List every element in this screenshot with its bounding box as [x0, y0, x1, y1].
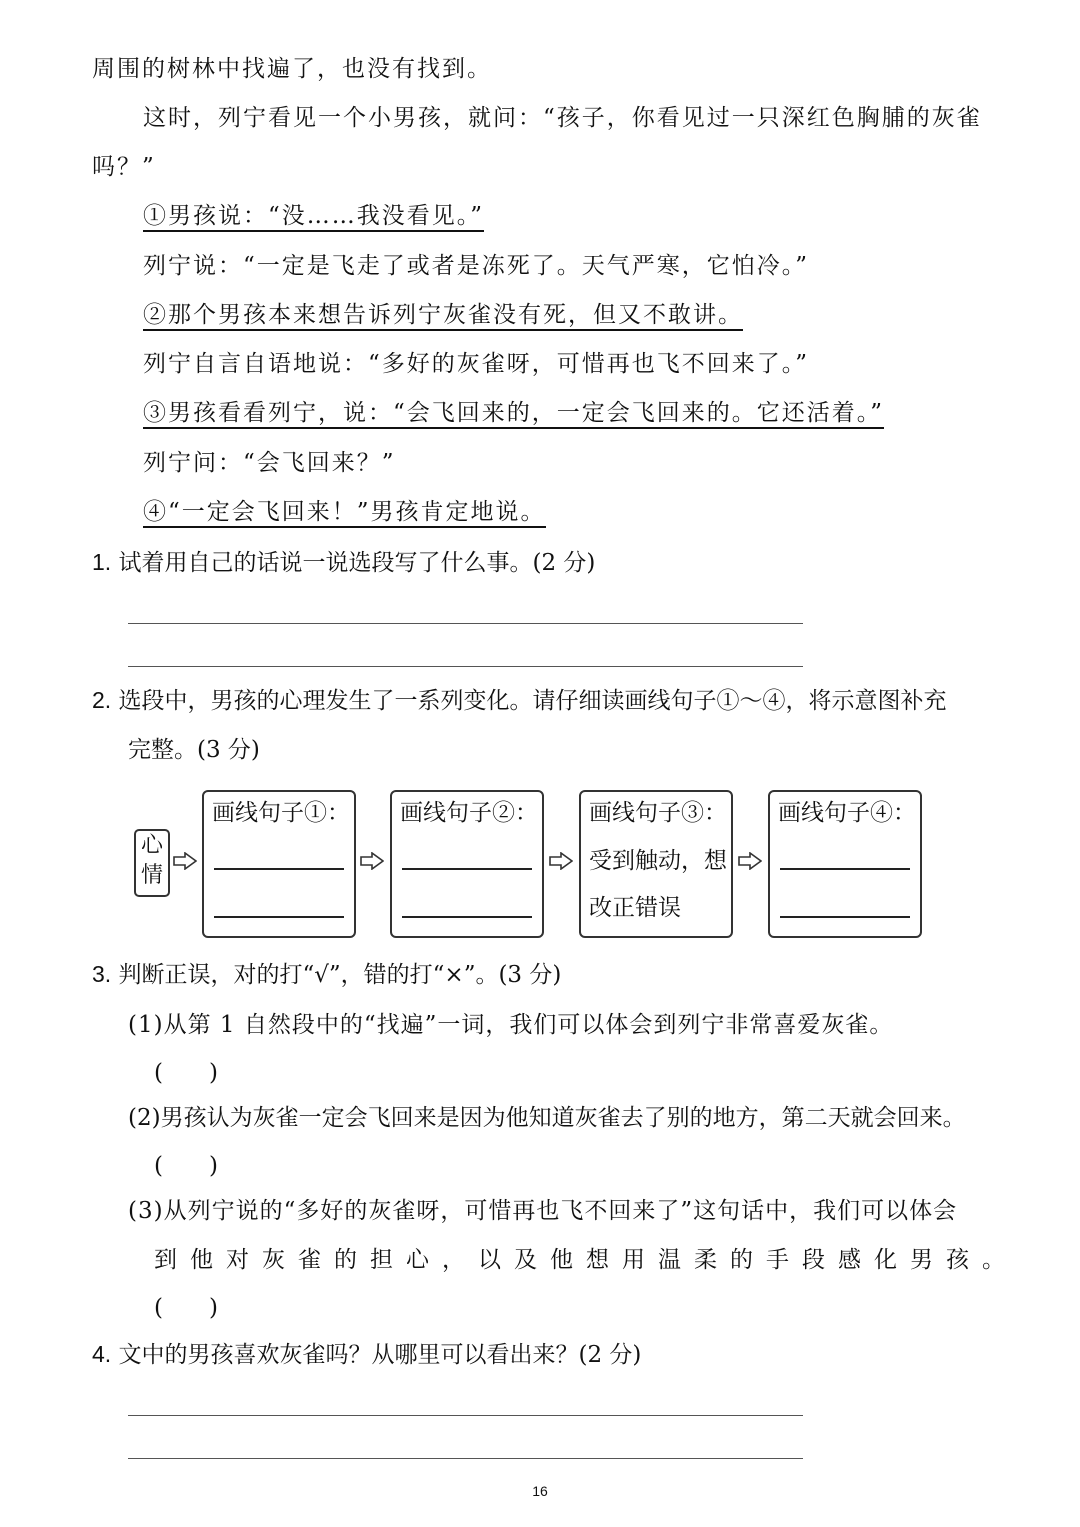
question-4-number: 4.	[92, 1341, 112, 1367]
arrow-right-icon	[173, 852, 197, 870]
answer-line[interactable]	[128, 666, 803, 667]
diagram-box-1	[202, 790, 356, 938]
underlined-sentence-4	[143, 497, 546, 527]
arrow-right-icon	[360, 852, 384, 870]
diagram-box-4	[768, 790, 922, 938]
question-2-text-cont: 完整。(3 分)	[128, 737, 260, 763]
fill-blank[interactable]	[214, 868, 344, 870]
answer-paren[interactable]: ( )	[154, 1153, 218, 1179]
question-1-number: 1.	[92, 549, 112, 575]
arrow-right-icon	[549, 852, 573, 870]
sentence-4-text: ④“一定会飞回来！”男孩肯定地说。	[143, 499, 546, 528]
passage-line: 列宁自言自语地说：“多好的灰雀呀，可惜再也飞不回来了。”	[143, 351, 810, 377]
question-2	[92, 685, 947, 716]
passage-line: 吗？”	[92, 154, 156, 180]
q3-item-3: (3)从列宁说的“多好的灰雀呀，可惜再也飞不回来了”这句话中，我们可以体会	[128, 1198, 958, 1224]
mood-label	[134, 829, 170, 897]
fill-blank[interactable]	[780, 868, 910, 870]
page-number: 16	[532, 1483, 548, 1499]
question-2-number: 2.	[92, 687, 112, 713]
box-1-label: 画线句子①：	[212, 800, 350, 826]
fill-blank[interactable]	[402, 868, 532, 870]
question-3	[92, 959, 561, 990]
answer-line[interactable]	[128, 1458, 803, 1459]
sentence-2-text: ②那个男孩本来想告诉列宁灰雀没有死，但又不敢讲。	[143, 302, 743, 331]
fill-blank[interactable]	[402, 916, 532, 918]
sentence-1-text: ①男孩说：“没……我没看见。”	[143, 203, 484, 232]
diagram-box-3	[579, 790, 733, 938]
passage-line: 列宁问：“会飞回来？”	[143, 450, 396, 476]
question-3-text: 判断正误，对的打“√”，错的打“×”。(3 分)	[118, 962, 562, 988]
answer-paren[interactable]: ( )	[154, 1295, 218, 1321]
box-3-label: 画线句子③：	[589, 800, 727, 826]
diagram-box-2	[390, 790, 544, 938]
mood-top-char: 心	[140, 833, 163, 858]
arrow-right-icon	[738, 852, 762, 870]
passage-line: 周围的树林中找遍了，也没有找到。	[92, 56, 492, 82]
sentence-3-text: ③男孩看看列宁，说：“会飞回来的，一定会飞回来的。它还活着。”	[143, 400, 884, 429]
fill-blank[interactable]	[780, 916, 910, 918]
fill-blank[interactable]	[214, 916, 344, 918]
question-1	[92, 547, 595, 578]
q3-item-3-cont: 到他对灰雀的担心，以及他想用温柔的手段感化男孩。	[154, 1247, 1018, 1273]
underlined-sentence-2	[143, 300, 743, 330]
box-2-label: 画线句子②：	[400, 800, 538, 826]
passage-line: 列宁说：“一定是飞走了或者是冻死了。天气严寒，它怕冷。”	[143, 253, 810, 279]
question-3-number: 3.	[92, 961, 112, 987]
mood-bottom-char: 情	[140, 863, 163, 888]
passage-line: 这时，列宁看见一个小男孩，就问：“孩子，你看见过一只深红色胸脯的灰雀	[143, 105, 982, 131]
q3-item-1: (1)从第 1 自然段中的“找遍”一词，我们可以体会到列宁非常喜爱灰雀。	[128, 1012, 894, 1038]
answer-line[interactable]	[128, 1415, 803, 1416]
question-1-text: 试着用自己的话说一说选段写了什么事。(2 分)	[118, 550, 596, 576]
box-4-label: 画线句子④：	[778, 800, 916, 826]
underlined-sentence-3	[143, 398, 884, 428]
underlined-sentence-1	[143, 201, 484, 231]
question-2-text: 选段中，男孩的心理发生了一系列变化。请仔细读画线句子①～④，将示意图补充	[118, 688, 947, 714]
box-3-text-line-2: 改正错误	[589, 895, 681, 921]
answer-paren[interactable]: ( )	[154, 1060, 218, 1086]
box-3-text-line-1: 受到触动，想	[589, 848, 727, 874]
question-4	[92, 1339, 641, 1370]
answer-line[interactable]	[128, 623, 803, 624]
question-4-text: 文中的男孩喜欢灰雀吗？从哪里可以看出来？(2 分)	[118, 1342, 642, 1368]
q3-item-2: (2)男孩认为灰雀一定会飞回来是因为他知道灰雀去了别的地方，第二天就会回来。	[128, 1105, 966, 1131]
